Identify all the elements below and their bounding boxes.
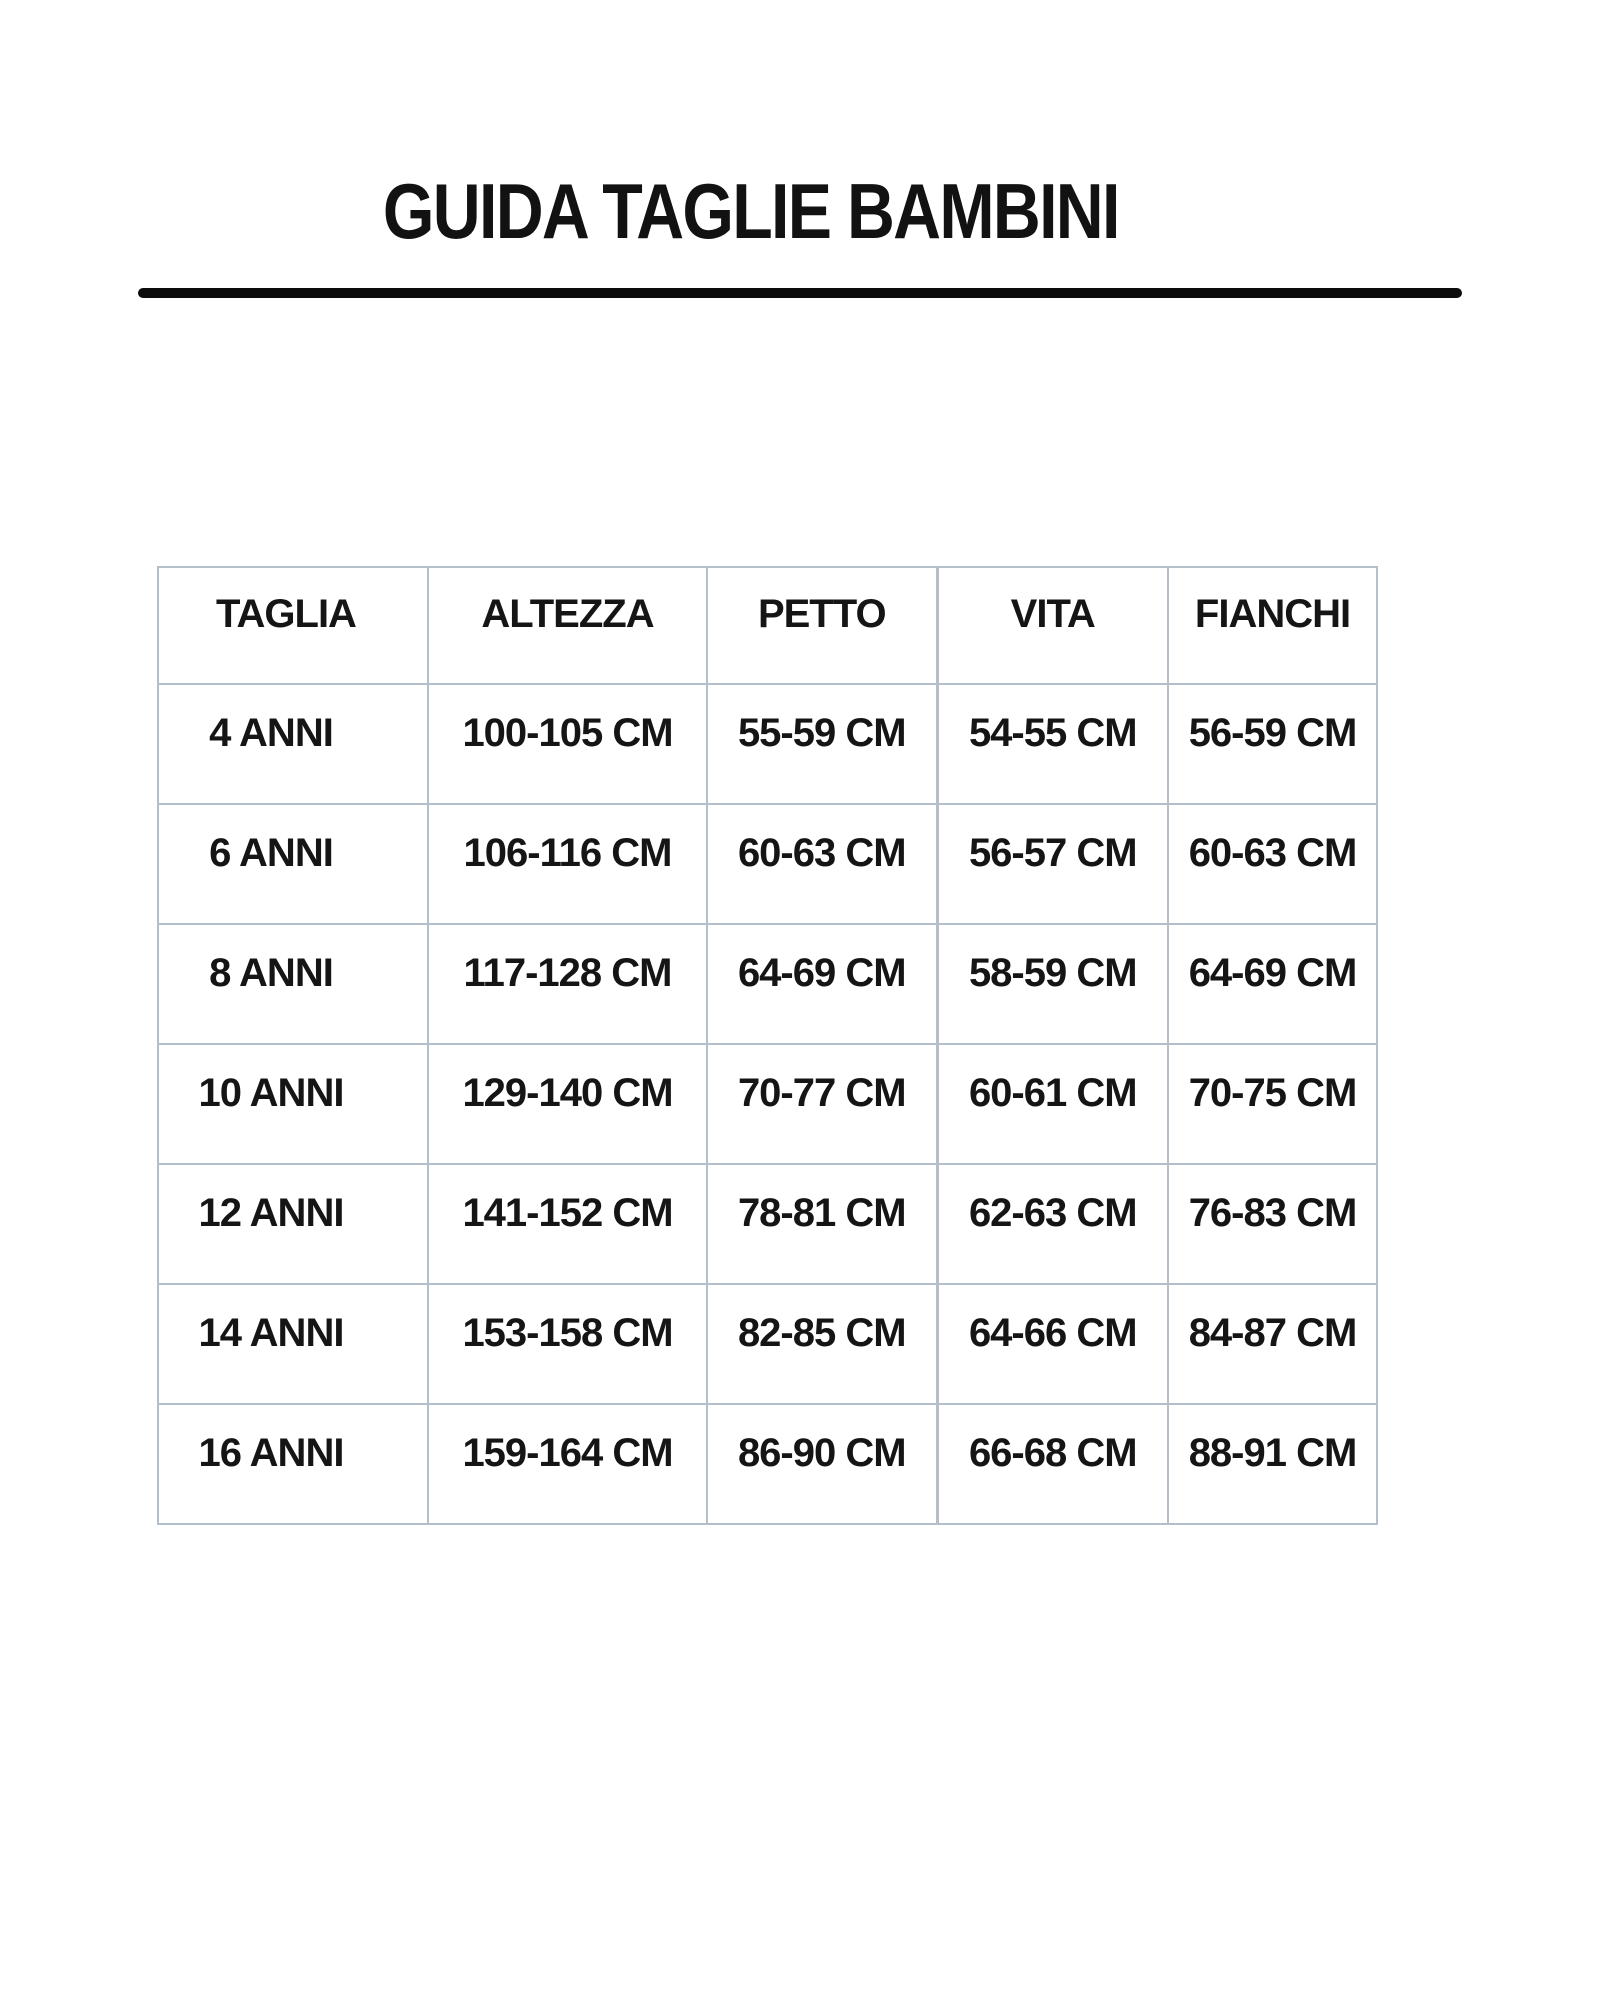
- measurement-cell: 153-158 CM: [428, 1284, 707, 1404]
- page-title: GUIDA TAGLIE BAMBINI: [383, 167, 1119, 255]
- measurement-cell: 159-164 CM: [428, 1404, 707, 1524]
- table-row: [158, 1404, 1377, 1524]
- measurement-cell: 100-105 CM: [428, 684, 707, 804]
- table-row: [158, 804, 1377, 924]
- measurement-cell: 141-152 CM: [428, 1164, 707, 1284]
- measurement-cell: 60-63 CM: [1168, 804, 1377, 924]
- measurement-cell: 60-61 CM: [937, 1044, 1168, 1164]
- measurement-cell: 56-57 CM: [937, 804, 1168, 924]
- table-header-row: [158, 567, 1377, 684]
- measurement-cell: 66-68 CM: [937, 1404, 1168, 1524]
- measurement-cell: 129-140 CM: [428, 1044, 707, 1164]
- measurement-cell: 54-55 CM: [937, 684, 1168, 804]
- table-row: [158, 1164, 1377, 1284]
- measurement-cell: 60-63 CM: [707, 804, 937, 924]
- size-cell: 14 ANNI: [158, 1284, 428, 1404]
- measurement-cell: 56-59 CM: [1168, 684, 1377, 804]
- measurement-cell: 64-69 CM: [707, 924, 937, 1044]
- measurement-cell: 84-87 CM: [1168, 1284, 1377, 1404]
- table-row: [158, 1044, 1377, 1164]
- measurement-cell: 70-75 CM: [1168, 1044, 1377, 1164]
- table-row: [158, 924, 1377, 1044]
- measurement-cell: 64-69 CM: [1168, 924, 1377, 1044]
- size-cell: 8 ANNI: [158, 924, 428, 1044]
- size-guide-container: [157, 566, 1376, 1525]
- measurement-cell: 86-90 CM: [707, 1404, 937, 1524]
- measurement-cell: 70-77 CM: [707, 1044, 937, 1164]
- column-header: VITA: [937, 567, 1168, 684]
- measurement-cell: 55-59 CM: [707, 684, 937, 804]
- column-header: PETTO: [707, 567, 937, 684]
- measurement-cell: 106-116 CM: [428, 804, 707, 924]
- table-body: [158, 684, 1377, 1524]
- size-cell: 6 ANNI: [158, 804, 428, 924]
- size-cell: 16 ANNI: [158, 1404, 428, 1524]
- title-underline: [138, 288, 1462, 298]
- title-block: [0, 167, 1600, 255]
- measurement-cell: 88-91 CM: [1168, 1404, 1377, 1524]
- column-header: FIANCHI: [1168, 567, 1377, 684]
- size-cell: 10 ANNI: [158, 1044, 428, 1164]
- table-row: [158, 1284, 1377, 1404]
- size-cell: 4 ANNI: [158, 684, 428, 804]
- table-row: [158, 684, 1377, 804]
- measurement-cell: 62-63 CM: [937, 1164, 1168, 1284]
- measurement-cell: 58-59 CM: [937, 924, 1168, 1044]
- measurement-cell: 64-66 CM: [937, 1284, 1168, 1404]
- size-cell: 12 ANNI: [158, 1164, 428, 1284]
- measurement-cell: 78-81 CM: [707, 1164, 937, 1284]
- column-header: ALTEZZA: [428, 567, 707, 684]
- size-guide-table: [157, 566, 1378, 1525]
- column-header: TAGLIA: [158, 567, 428, 684]
- measurement-cell: 117-128 CM: [428, 924, 707, 1044]
- measurement-cell: 76-83 CM: [1168, 1164, 1377, 1284]
- measurement-cell: 82-85 CM: [707, 1284, 937, 1404]
